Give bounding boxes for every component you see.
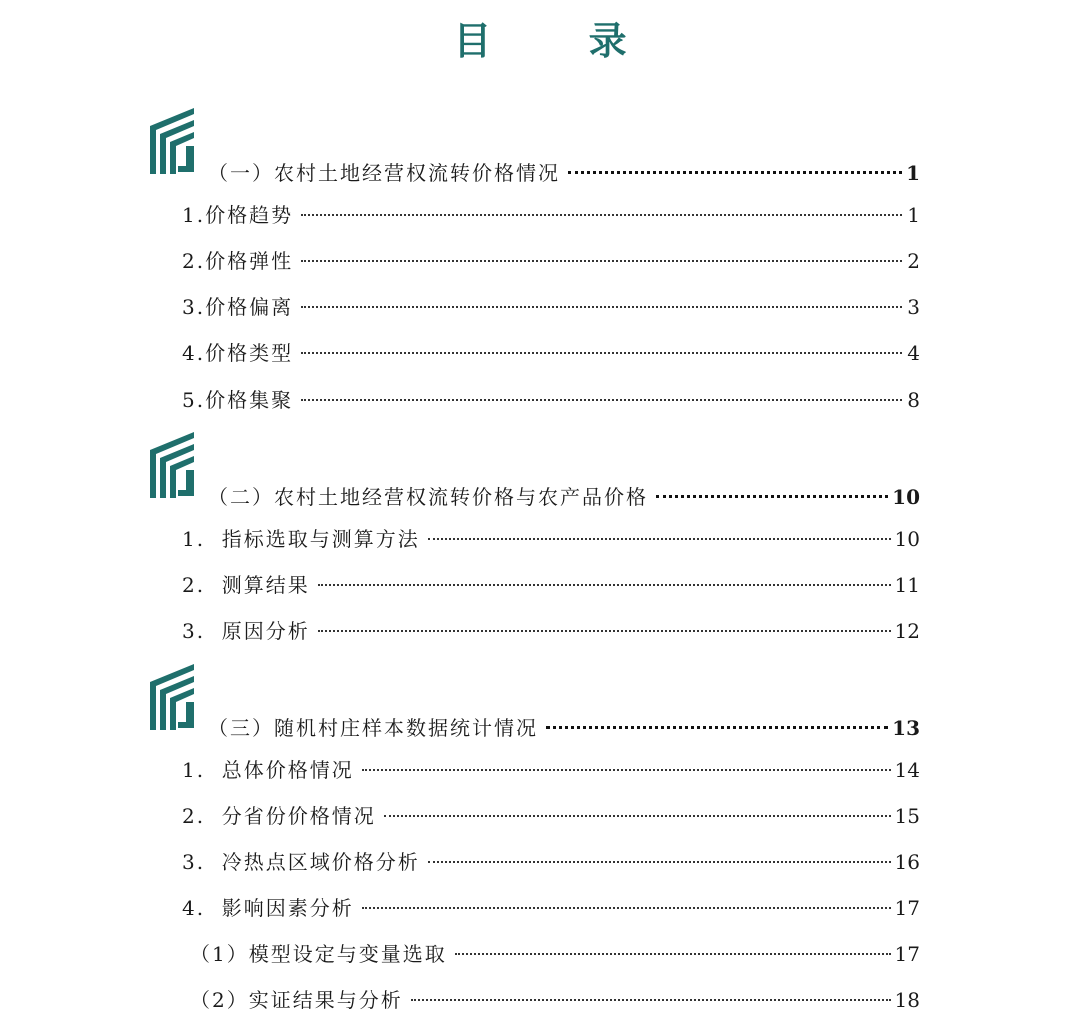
dot-leader <box>318 584 891 586</box>
toc-page-number: 4 <box>907 341 920 365</box>
dot-leader <box>428 538 891 540</box>
toc-entry-label: 3.价格偏离 <box>182 295 294 319</box>
toc-entry-label: 2. 分省份价格情况 <box>182 804 376 828</box>
toc-chapter-label: （一）农村土地经营权流转价格情况 <box>208 161 560 185</box>
toc-chapter[interactable] <box>208 713 920 743</box>
toc-page-number: 13 <box>892 716 920 740</box>
toc-entry[interactable] <box>182 755 920 785</box>
toc-chapter-label: （二）农村土地经营权流转价格与农产品价格 <box>208 485 648 509</box>
toc-entry[interactable] <box>182 524 920 554</box>
toc-page-number: 18 <box>894 988 920 1012</box>
dot-leader <box>411 999 891 1001</box>
toc-entry[interactable] <box>182 385 920 415</box>
section-logo-icon <box>148 106 206 176</box>
toc-page-number: 12 <box>894 619 920 643</box>
toc-chapter[interactable] <box>208 158 920 188</box>
dot-leader <box>656 495 888 498</box>
toc-page-number: 10 <box>892 485 920 509</box>
toc-page-number: 11 <box>894 573 920 597</box>
section-logo-icon <box>148 430 206 500</box>
dot-leader <box>318 630 891 632</box>
toc-page-number: 1 <box>906 161 920 185</box>
dot-leader <box>362 907 891 909</box>
toc-entry-label: 1. 指标选取与测算方法 <box>182 527 420 551</box>
toc-page-number: 1 <box>907 203 920 227</box>
toc-entry-label: 2.价格弹性 <box>182 249 294 273</box>
toc-entry-label: 3. 冷热点区域价格分析 <box>182 850 420 874</box>
toc-page-number: 3 <box>907 295 920 319</box>
toc-entry-label: 5.价格集聚 <box>182 388 294 412</box>
toc-page-number: 14 <box>894 758 920 782</box>
toc-entry[interactable] <box>182 616 920 646</box>
section-logo-icon <box>148 662 206 732</box>
toc-page-number: 17 <box>894 896 920 920</box>
toc-entry-label: 1.价格趋势 <box>182 203 294 227</box>
dot-leader <box>301 214 902 216</box>
toc-subentry[interactable] <box>190 939 920 969</box>
dot-leader <box>546 726 888 729</box>
toc-entry-label: （1）模型设定与变量选取 <box>190 942 447 966</box>
toc-entry[interactable] <box>182 200 920 230</box>
toc-page-number: 15 <box>894 804 920 828</box>
toc-page-number: 10 <box>894 527 920 551</box>
toc-subentry[interactable] <box>190 985 920 1015</box>
toc-entry[interactable] <box>182 893 920 923</box>
dot-leader <box>384 815 891 817</box>
page-title: 目 录 <box>453 19 669 63</box>
dot-leader <box>301 306 902 308</box>
toc-entry[interactable] <box>182 801 920 831</box>
toc-entry-label: 1. 总体价格情况 <box>182 758 354 782</box>
toc-entry[interactable] <box>182 338 920 368</box>
dot-leader <box>301 399 902 401</box>
dot-leader <box>301 260 902 262</box>
toc-entry-label: （2）实证结果与分析 <box>190 988 403 1012</box>
toc-page-number: 17 <box>894 942 920 966</box>
toc-entry[interactable] <box>182 847 920 877</box>
dot-leader <box>568 171 902 174</box>
toc-entry-label: 4. 影响因素分析 <box>182 896 354 920</box>
toc-entry-label: 2. 测算结果 <box>182 573 310 597</box>
dot-leader <box>455 953 891 955</box>
toc-page-number: 8 <box>907 388 920 412</box>
toc-page-number: 16 <box>894 850 920 874</box>
toc-chapter[interactable] <box>208 482 920 512</box>
toc-entry[interactable] <box>182 570 920 600</box>
toc-entry[interactable] <box>182 292 920 322</box>
toc-entry[interactable] <box>182 246 920 276</box>
toc-page-number: 2 <box>907 249 920 273</box>
toc-entry-label: 4.价格类型 <box>182 341 294 365</box>
dot-leader <box>301 352 902 354</box>
toc-entry-label: 3. 原因分析 <box>182 619 310 643</box>
dot-leader <box>428 861 891 863</box>
toc-chapter-label: （三）随机村庄样本数据统计情况 <box>208 716 538 740</box>
dot-leader <box>362 769 891 771</box>
